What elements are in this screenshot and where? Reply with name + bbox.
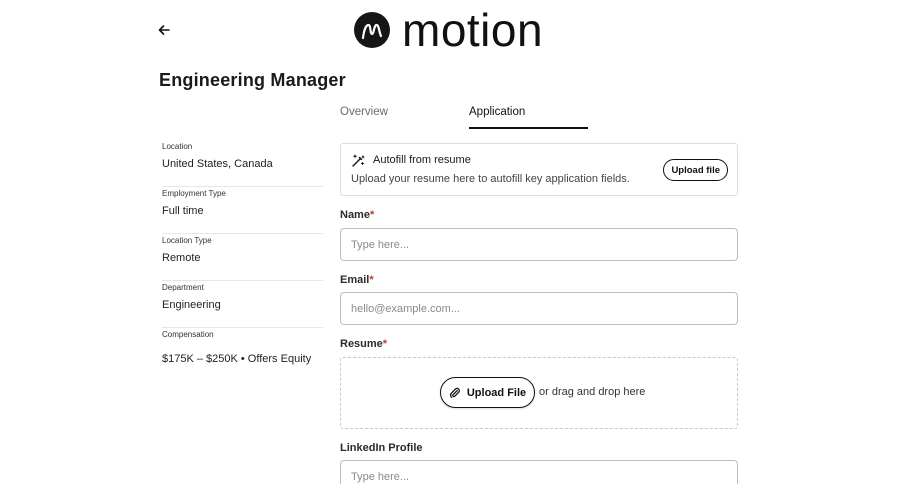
meta-label: Compensation [162, 330, 214, 339]
linkedin-input[interactable] [340, 460, 738, 484]
brand-name: motion [402, 4, 544, 56]
meta-value: Full time [162, 205, 204, 217]
meta-label: Employment Type [162, 189, 226, 198]
autofill-upload-button[interactable]: Upload file [663, 159, 728, 181]
required-marker: * [369, 274, 374, 286]
job-details-sidebar [162, 140, 323, 375]
meta-value: Engineering [162, 299, 221, 311]
autofill-title: Autofill from resume [373, 154, 471, 166]
job-meta-location [162, 140, 323, 187]
active-tab-indicator [469, 127, 588, 129]
resume-upload-button[interactable] [440, 377, 535, 408]
meta-value: United States, Canada [162, 158, 273, 170]
tab-bar [340, 100, 738, 130]
autofill-card [340, 143, 738, 196]
meta-value: Remote [162, 252, 201, 264]
email-label [340, 274, 374, 286]
paperclip-icon [449, 387, 461, 399]
linkedin-label: LinkedIn Profile [340, 442, 423, 454]
back-button[interactable] [156, 22, 172, 38]
meta-label: Location [162, 142, 193, 151]
page-title: Engineering Manager [159, 70, 346, 90]
meta-label: Department [162, 283, 204, 292]
drag-drop-hint: or drag and drop here [539, 386, 646, 398]
job-meta-department [162, 281, 323, 328]
job-meta-location-type [162, 234, 323, 281]
brand-logo[interactable] [354, 4, 544, 56]
resume-upload-label: Upload File [466, 386, 527, 399]
required-marker: * [369, 209, 375, 221]
autofill-description: Upload your resume here to autofill key application fields. [351, 173, 630, 185]
name-input[interactable] [340, 228, 738, 261]
motion-logo-icon [354, 12, 390, 48]
resume-label-text: Resume [340, 338, 383, 350]
meta-label: Location Type [162, 236, 212, 245]
magic-wand-icon [351, 154, 365, 168]
resume-label [340, 338, 387, 350]
arrow-left-icon [156, 22, 172, 38]
email-label-text: Email [340, 274, 370, 286]
meta-value: $175K – $250K • Offers Equity [162, 353, 312, 365]
name-label [340, 209, 374, 221]
tab-application[interactable]: Application [469, 106, 526, 118]
name-label-text: Name [340, 209, 370, 221]
job-meta-compensation [162, 328, 323, 375]
required-marker: * [382, 338, 388, 350]
tab-overview[interactable]: Overview [340, 106, 388, 118]
email-input[interactable] [340, 292, 738, 325]
resume-dropzone[interactable] [340, 357, 738, 429]
job-meta-employment-type [162, 187, 323, 234]
